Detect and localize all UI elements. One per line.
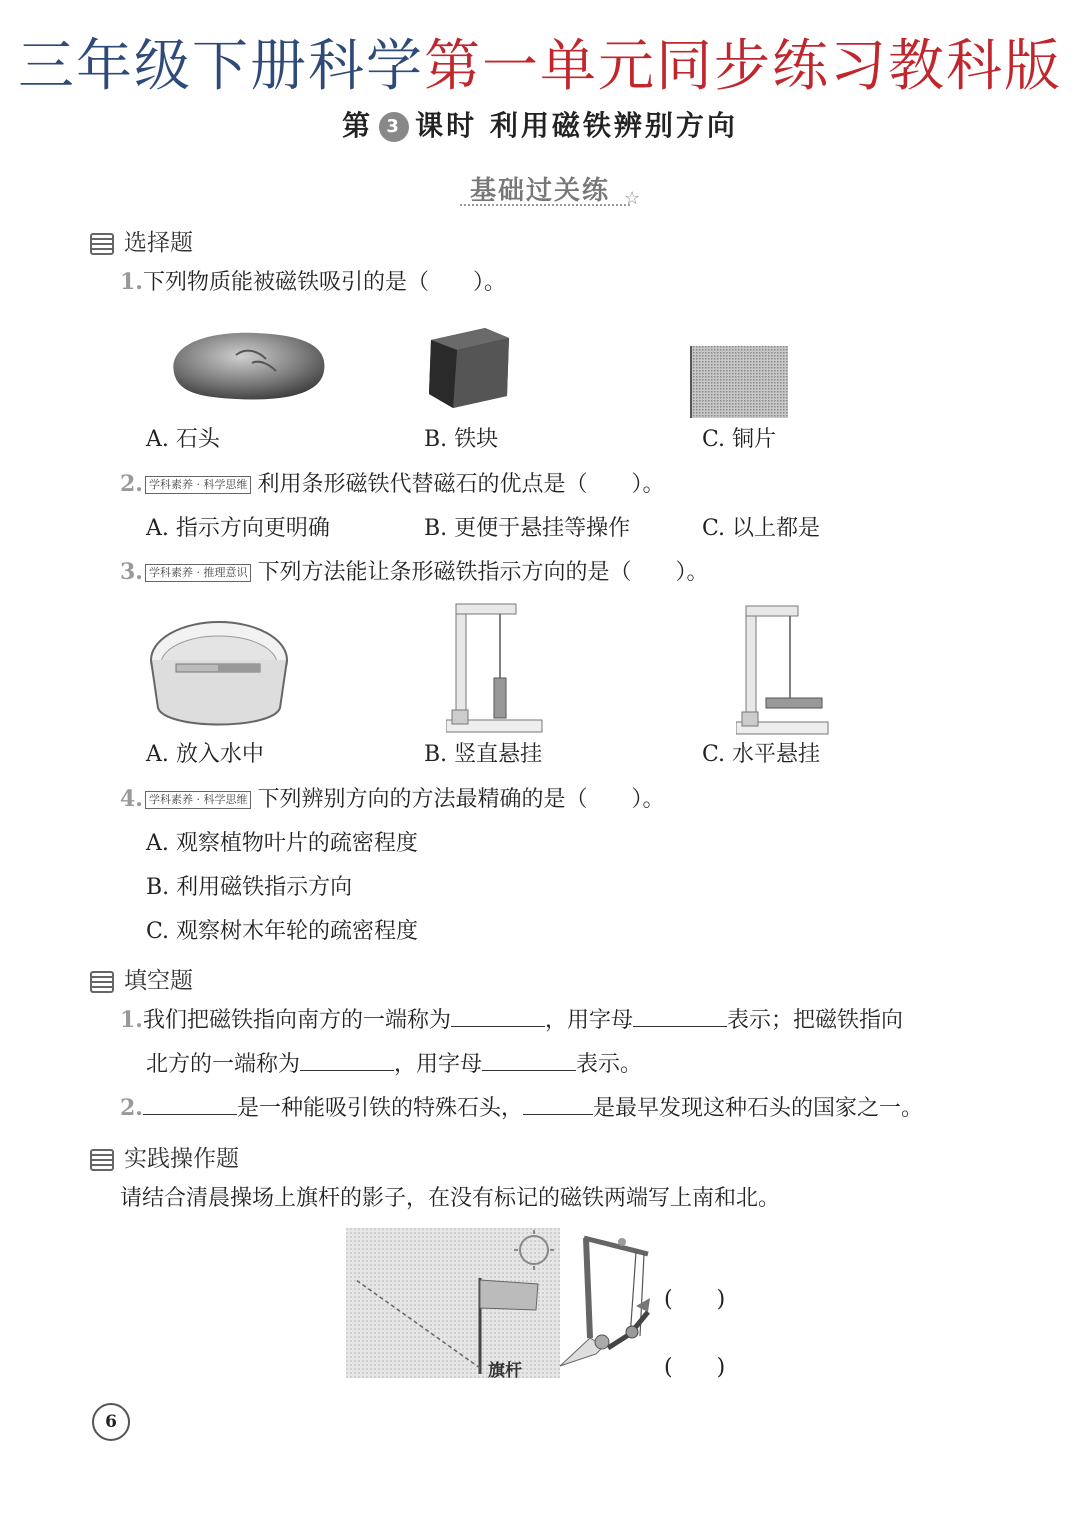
lesson-title: 课时 利用磁铁辨别方向 [415, 109, 738, 142]
section-icon [90, 233, 114, 255]
question-2 [120, 467, 664, 498]
literacy-tag: 学科素养 · 科学思维 [145, 791, 252, 809]
q3-option-c: C. 水平悬挂 [702, 742, 821, 767]
lesson-prefix: 第 [342, 109, 374, 142]
hanging-magnet-stand-image [556, 1226, 660, 1376]
answer-blank[interactable] [633, 1004, 727, 1027]
horizontal-hanging-image [736, 600, 832, 740]
fill-question-1-line1 [120, 1003, 903, 1034]
answer-blank[interactable] [451, 1004, 545, 1027]
q1-option-c: C. 铜片 [702, 427, 777, 452]
q4-option-a: A. 观察植物叶片的疏密程度 [146, 831, 418, 856]
star-icon: ☆ [624, 188, 641, 209]
title-part1: 三年级下册科学 [18, 34, 424, 99]
question-number: 3. [120, 559, 143, 585]
answer-blank[interactable] [143, 1092, 237, 1115]
stone-image [166, 325, 331, 405]
title-part2: 第一单元同步练习教科版 [424, 34, 1062, 99]
page-title [0, 22, 1080, 102]
literacy-tag: 学科素养 · 科学思维 [145, 476, 252, 494]
fill-text: 北方的一端称为 [146, 1052, 301, 1077]
flagpole-shadow-image [346, 1228, 562, 1380]
answer-blank[interactable] [523, 1092, 593, 1115]
question-3 [120, 555, 708, 586]
fill-text: 我们把磁铁指向南方的一端称为 [142, 1008, 451, 1033]
fill-text: 是最早发现这种石头的国家之一。 [592, 1096, 923, 1121]
question-1 [120, 265, 506, 296]
section-fill-label: 填空题 [124, 968, 193, 994]
practice-instruction: 请结合清晨操场上旗杆的影子，在没有标记的磁铁两端写上南和北。 [120, 1186, 781, 1211]
section-choice-label: 选择题 [124, 230, 193, 256]
q1-option-b: B. 铁块 [424, 427, 499, 452]
q4-option-b: B. 利用磁铁指示方向 [146, 875, 353, 900]
q2-option-c: C. 以上都是 [702, 516, 821, 541]
vertical-hanging-image [446, 598, 546, 738]
iron-block-image [423, 322, 513, 412]
literacy-tag: 学科素养 · 推理意识 [145, 564, 252, 582]
question-text: 下列物质能被磁铁吸引的是（ ）。 [142, 270, 506, 295]
fill-text: 表示。 [576, 1052, 643, 1077]
question-4 [120, 782, 664, 813]
question-number: 2. [120, 471, 143, 497]
q4-option-c: C. 观察树木年轮的疏密程度 [146, 919, 419, 944]
answer-paren-bottom[interactable]: ( ) [664, 1355, 726, 1380]
question-text: 利用条形磁铁代替磁石的优点是（ ）。 [257, 472, 665, 497]
water-basin-image [146, 612, 292, 732]
section-practice [90, 1140, 239, 1173]
fill-question-2 [120, 1091, 923, 1122]
heading-underline [460, 204, 630, 206]
q1-option-a: A. 石头 [146, 427, 220, 452]
flagpole-label: 旗杆 [488, 1361, 522, 1381]
fill-text: ，用字母 [394, 1052, 483, 1077]
fill-text: 表示；把磁铁指向 [727, 1008, 904, 1033]
section-choice [90, 224, 193, 257]
lesson-number-badge: 3 [379, 112, 409, 142]
answer-blank[interactable] [482, 1048, 576, 1071]
question-text: 下列辨别方向的方法最精确的是（ ）。 [257, 787, 665, 812]
fill-text: 是一种能吸引铁的特殊石头， [236, 1096, 523, 1121]
question-number: 1. [120, 269, 143, 295]
page-number: 6 [92, 1403, 130, 1441]
answer-blank[interactable] [300, 1048, 394, 1071]
answer-paren-top[interactable]: ( ) [664, 1287, 726, 1312]
practice-level-heading: 基础过关练 [469, 176, 610, 206]
question-number: 1. [120, 1007, 143, 1033]
section-fill [90, 962, 193, 995]
fill-text: ，用字母 [544, 1008, 633, 1033]
q3-option-a: A. 放入水中 [146, 742, 264, 767]
fill-question-1-line2 [146, 1047, 642, 1078]
question-number: 2. [120, 1095, 143, 1121]
section-icon [90, 1149, 114, 1171]
section-icon [90, 971, 114, 993]
q3-option-b: B. 竖直悬挂 [424, 742, 543, 767]
question-text: 下列方法能让条形磁铁指示方向的是（ ）。 [257, 560, 709, 585]
question-number: 4. [120, 786, 143, 812]
q2-option-b: B. 更便于悬挂等操作 [424, 516, 631, 541]
section-practice-label: 实践操作题 [124, 1146, 239, 1172]
lesson-heading [0, 104, 1080, 144]
copper-sheet-image [690, 346, 790, 420]
q2-option-a: A. 指示方向更明确 [146, 516, 330, 541]
